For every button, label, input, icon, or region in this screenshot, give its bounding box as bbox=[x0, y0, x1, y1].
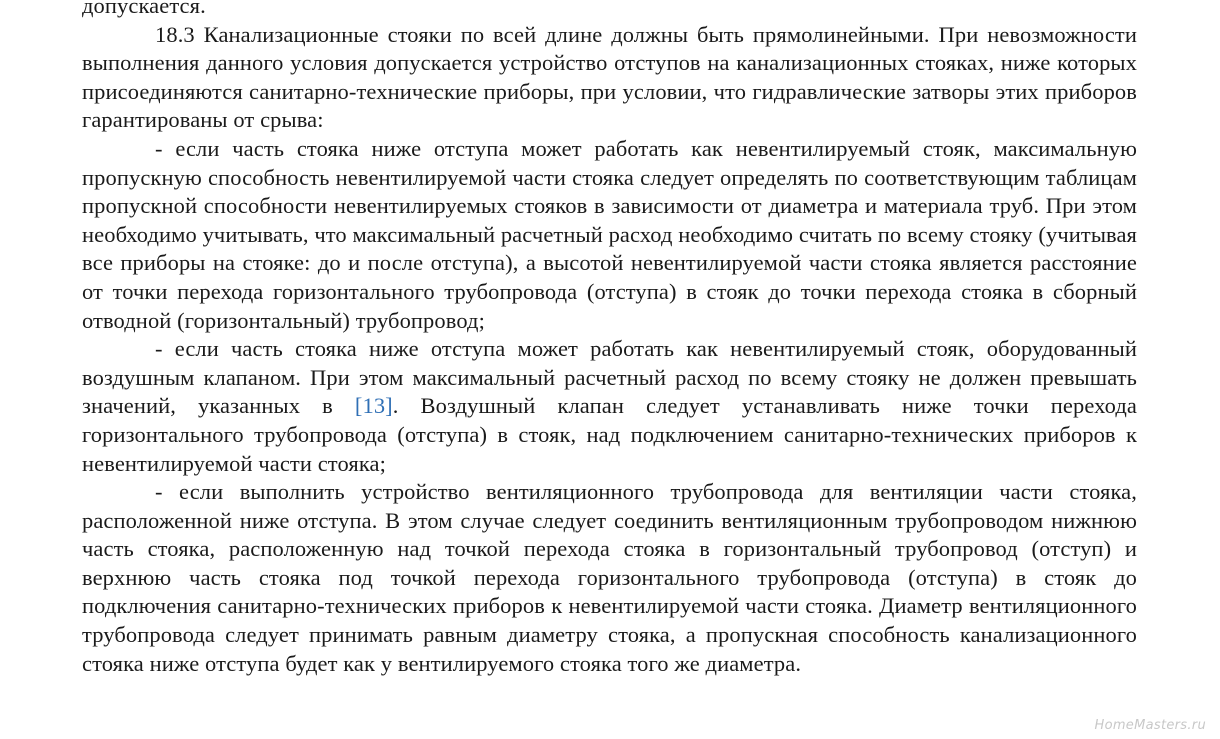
list-item-air-valve-text-start: - если часть стояка ниже отступа может работать как невентилируемый стояк, оборудованный воздушным клапаном. При этом максимальный расчетный расход по всему стояку не должен превышать значений, указанных в bbox=[82, 336, 1137, 419]
list-item-air-valve bbox=[82, 335, 1137, 478]
watermark: HomeMasters.ru bbox=[1094, 718, 1206, 733]
list-item-unventilated-riser: - если часть стояка ниже отступа может работать как невентилируемый стояк, максимальную пропускную способность невентилируемой части стояка следует определять по соответствующим таблицам пропускной способности невентилируемых стояков в зависимости от диаметра и материала труб. При этом необходимо учитывать, что максимальный расчетный расход необходимо считать по всему стояку (учитывая все приборы на стояке: до и после отступа), а высотой невентилируемой части стояка является расстояние от точки перехода горизонтального трубопровода (отступа) в стояк до точки перехода стояка в сборный отводной (горизонтальный) трубопровод; bbox=[82, 135, 1137, 333]
document-page bbox=[82, 0, 1137, 678]
list-item-air-valve-text-end: . Воздушный клапан следует устанавливать ниже точки перехода горизонтального трубопровода (отступа) в стояк, над подключением санитарно-технических приборов к невентилируемой части стояка; bbox=[82, 393, 1137, 476]
paragraph-18-3: 18.3 Канализационные стояки по всей длине должны быть прямолинейными. При невозможности выполнения данного условия допускается устройство отступов на канализационных стояках, ниже которых присоединяются санитарно-технические приборы, при условии, что гидравлические затворы этих приборов гарантированы от срыва: bbox=[82, 21, 1137, 133]
list-item-vent-pipe: - если выполнить устройство вентиляционного трубопровода для вентиляции части стояка, расположенной ниже отступа. В этом случае следует соединить вентиляционным трубопроводом нижнюю часть стояка, расположенную над точкой перехода стояка в горизонтальный трубопровод (отступ) и верхнюю часть стояка под точкой перехода горизонтального трубопровода (отступа) в стояк до подключения санитарно-технических приборов к невентилируемой части стояка. Диаметр вентиляционного трубопровода следует принимать равным диаметру стояка, а пропускная способность канализационного стояка ниже отступа будет как у вентилируемого стояка того же диаметра. bbox=[82, 479, 1137, 676]
reference-link-13[interactable]: [13] bbox=[354, 393, 393, 419]
paragraph-tail: допускается. bbox=[82, 0, 206, 18]
